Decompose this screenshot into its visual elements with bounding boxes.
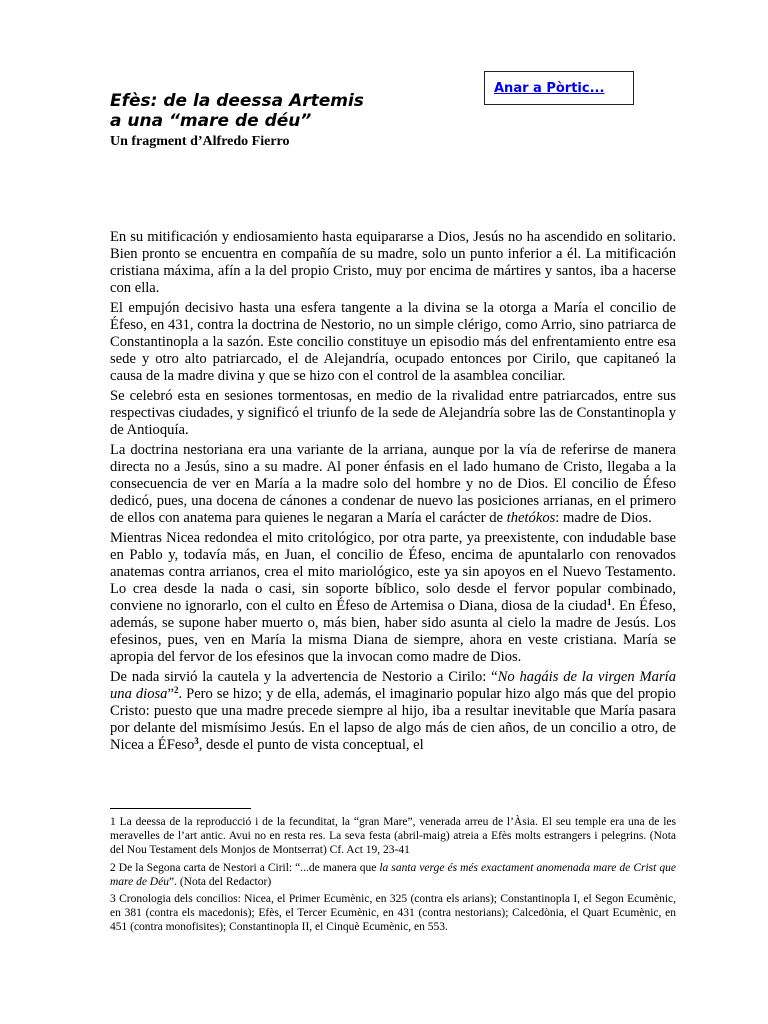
title-line-2: a una “mare de déu” xyxy=(110,111,312,131)
portal-link-box xyxy=(484,71,634,105)
paragraph-2: El empujón decisivo hasta una esfera tangente a la divina se la otorga a María el concilio de Éfeso, en 431, contra la doctrina de Nestorio, no un simple clérigo, como Arrio, sino patriarca de Constantinopla a la sazón. Este concilio constituye un episodio más del enfrentamiento entre esa sede y otro alto patriarcado, el de Alejandría, ocupado entonces por Cirilo, que capitaneó la causa de la madre divina y que se hizo con el control de la asamblea conciliar. xyxy=(110,300,676,384)
footnotes xyxy=(110,815,676,938)
footnote-3: 3 Cronologia dels concilios: Nicea, el Primer Ecumènic, en 325 (contra els arians); Constantinopla I, el Segon Ecumènic, en 381 (contra els macedonis); Efès, el Tercer Ecumènic, en 431 (contra nestorians); Calcedònia, el Quart Ecumènic, en 451 (contra monofisites); Constantinopla II, el Cinquè Ecumènic, en 553. xyxy=(110,893,676,934)
paragraph-6 xyxy=(110,669,676,754)
footnote-2 xyxy=(110,861,676,889)
footnote-2-text: 2 De la Segona carta de Nestori a Ciril: “...de manera que xyxy=(110,861,380,874)
paragraph-5-text: Mientras Nicea redondea el mito critológico, por otra parte, ya preexistente, con indudable base en Pablo y, todavía más, en Juan, el concilio de Éfeso, encima de apuntalarlo con renovados anatemas contra arrianos, crea el mito mariológico, este ya sin apoyos en el Nuevo Testamento. Lo crea desde la nada o casi, sin soporte bíblico, solo desde el fervor popular combinado, conviene no ignorarlo, con el culto en Éfeso de Artemisa o Diana, diosa de la ciudad xyxy=(110,530,676,614)
paragraph-4-text: La doctrina nestoriana era una variante de la arriana, aunque por la vía de referirse de manera directa no a Jesús, sino a su madre. Al poner énfasis en el lado humano de Cristo, llegaba a la consecuencia de ver en María a la madre solo del hombre y no de Dios. El concilio de Éfeso dedicó, pues, una docena de cánones a condenar de nuevo las posiciones arrianas, en el primero de ellos con anatema para quienes le negaran a María el carácter de xyxy=(110,442,676,526)
paragraph-4-term: thetókos xyxy=(506,510,556,526)
paragraph-6-quote: No hagáis de la virgen María una diosa xyxy=(110,669,677,702)
page-title xyxy=(110,91,364,131)
footnote-2-quote: la santa verge és més exactament anomenada mare de Crist que mare de Déu xyxy=(110,861,676,888)
title-line-1: Efès: de la deessa Artemis xyxy=(110,91,364,111)
footnote-ref-2[interactable]: 2 xyxy=(173,685,179,695)
paragraph-4 xyxy=(110,442,676,527)
footnote-separator xyxy=(110,808,251,809)
footnote-ref-1[interactable]: 1 xyxy=(606,597,612,607)
paragraph-6-text: De nada sirvió la cautela y la advertencia de Nestorio a Cirilo: “ xyxy=(110,669,498,685)
article-body xyxy=(110,229,676,757)
portal-link[interactable]: Anar a Pòrtic... xyxy=(494,80,605,96)
paragraph-6-end: , desde el punto de vista conceptual, el xyxy=(198,737,424,753)
paragraph-5 xyxy=(110,530,676,666)
footnote-2-end: ”. (Nota del Redactor) xyxy=(168,875,272,888)
paragraph-6-close-quote: ” xyxy=(167,686,174,702)
footnote-ref-3[interactable]: 3 xyxy=(194,736,199,746)
paragraph-6-middle: . Pero se hizo; y de ella, además, el imaginario popular hizo algo más que del propio Cristo: puesto que una madre precede siempre al hijo, iba a resultar inevitable que María pasara por delante del mismísimo Jesús. En el lapso de algo más de cien años, de un concilio a otro, de Nicea a ÉFeso xyxy=(110,686,676,753)
footnote-1: 1 La deessa de la reproducció i de la fecunditat, la “gran Mare”, venerada arreu de l’Àsia. El seu temple era una de les meravelles de l’art antic. Avui no en resta res. La seva festa (abril-maig) atreia a Efès molts estrangers i pelegrins. (Nota del Nou Testament dels Monjos de Montserrat) Cf. Act 19, 23-41 xyxy=(110,816,676,857)
paragraph-1: En su mitificación y endiosamiento hasta equipararse a Dios, Jesús no ha ascendido en solitario. Bien pronto se encuentra en compañía de su madre, solo un punto inferior a él. La mitificación cristiana máxima, afín a la del propio Cristo, muy por encima de mártires y santos, iba a hacerse con ella. xyxy=(110,229,676,296)
paragraph-4-end: : madre de Dios. xyxy=(555,510,652,526)
paragraph-3: Se celebró esta en sesiones tormentosas, en medio de la rivalidad entre patriarcados, entre sus respectivas ciudades, y significó el triunfo de la sede de Alejandría sobre las de Constantinopla y de Antioquía. xyxy=(110,388,676,438)
paragraph-5-end: . En Éfeso, además, se supone haber muerto o, más bien, haber sido asunta al cielo la madre de Jesús. Los efesinos, pues, ven en María la misma Diana de siempre, ahora en veste cristiana. María se apropia del fervor de los efesinos que la invocan como madre de Dios. xyxy=(110,598,676,665)
page-subtitle: Un fragment d’Alfredo Fierro xyxy=(110,134,290,149)
